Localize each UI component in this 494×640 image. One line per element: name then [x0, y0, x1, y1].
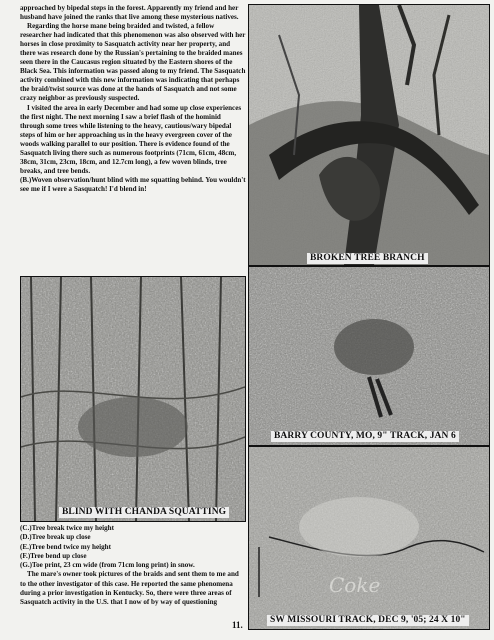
coke-logo: Coke: [329, 573, 381, 597]
article-paragraph: (B.)Woven observation/hunt blind with me squatting behind. You wouldn't see me if I were a Sasquatch! I'd blend in!: [20, 175, 246, 193]
article-text-column: [20, 4, 246, 194]
article-paragraph: I visited the area in early December and had some up close experiences the first night. The next morning I saw a brief flash of the hominid through some trees while listening to the heavy, cautious/wary bipedal steps of him or her approaching us in the heavy evergreen cover of the woods walking parallel to our position. There is evidence found of the Sasquatch living there such as numerous footprints (71cm, 61cm, 48cm, 38cm, 31cm, 23cm, 18cm, and 12.7cm long), a few woven blinds, tree breaks, and tree bends.: [20, 103, 242, 175]
snow-track-illustration: [249, 447, 489, 629]
list-item: (C.)Tree break twice my height: [20, 524, 114, 532]
list-item: (D.)Tree break up close: [20, 533, 91, 542]
photo-caption: BLIND WITH CHANDA SQUATTING: [59, 507, 229, 518]
list-item: (G.)Toe print, 23 cm wide (from 71cm long print) in snow.: [20, 561, 195, 570]
photo-barry-county-track: [248, 266, 490, 446]
photo-caption: BARRY COUNTY, MO, 9" TRACK, JAN 6: [271, 431, 459, 442]
photo-caption: SW MISSOURI TRACK, DEC 9, '05; 24 X 10": [267, 615, 469, 626]
article-paragraph: approached by bipedal steps in the forest. Apparently my friend and her husband have joined the ranks that live among these mysterious natives.: [20, 4, 239, 22]
article-paragraph: Regarding the horse mane being braided and twisted, a fellow researcher had indicated that this phenomenon was also observed with her horses in close proximity to Sasquatch activity near her property, and there was research done by the Russian's pertaining to the braided manes seen there in the Caucasus region situated by the Eastern shores of the Black Sea. This information was passed along to my friend. The Sasquatch activity combined with this new information was indicating that perhaps the braid/twist source was done at the hands of Sasquatch and not some crazy neighbor as previously suspected.: [20, 22, 246, 103]
photo-sw-missouri-track: [248, 446, 490, 630]
tree-branch-illustration: [249, 5, 489, 265]
closing-paragraph: The mare's owner took pictures of the braids and sent them to me and to the other investigator of this case. He reported the same phenomena during a prior investigation in Kentucky. So, there were three areas of Sasquatch activity in the U.S. that I now of by way of questioning: [20, 570, 239, 607]
photo-caption: BROKEN TREE BRANCH: [307, 253, 428, 264]
photo-broken-tree-branch: [248, 4, 490, 266]
woven-blind-illustration: [21, 277, 245, 521]
photo-list-text: [20, 524, 244, 608]
track-illustration: [249, 267, 489, 445]
list-item: (F.)Tree bend up close: [20, 551, 87, 560]
page-number: 11.: [232, 620, 243, 630]
photo-blind-squatting: [20, 276, 246, 522]
list-item: (E.)Tree bend twice my height: [20, 542, 111, 551]
